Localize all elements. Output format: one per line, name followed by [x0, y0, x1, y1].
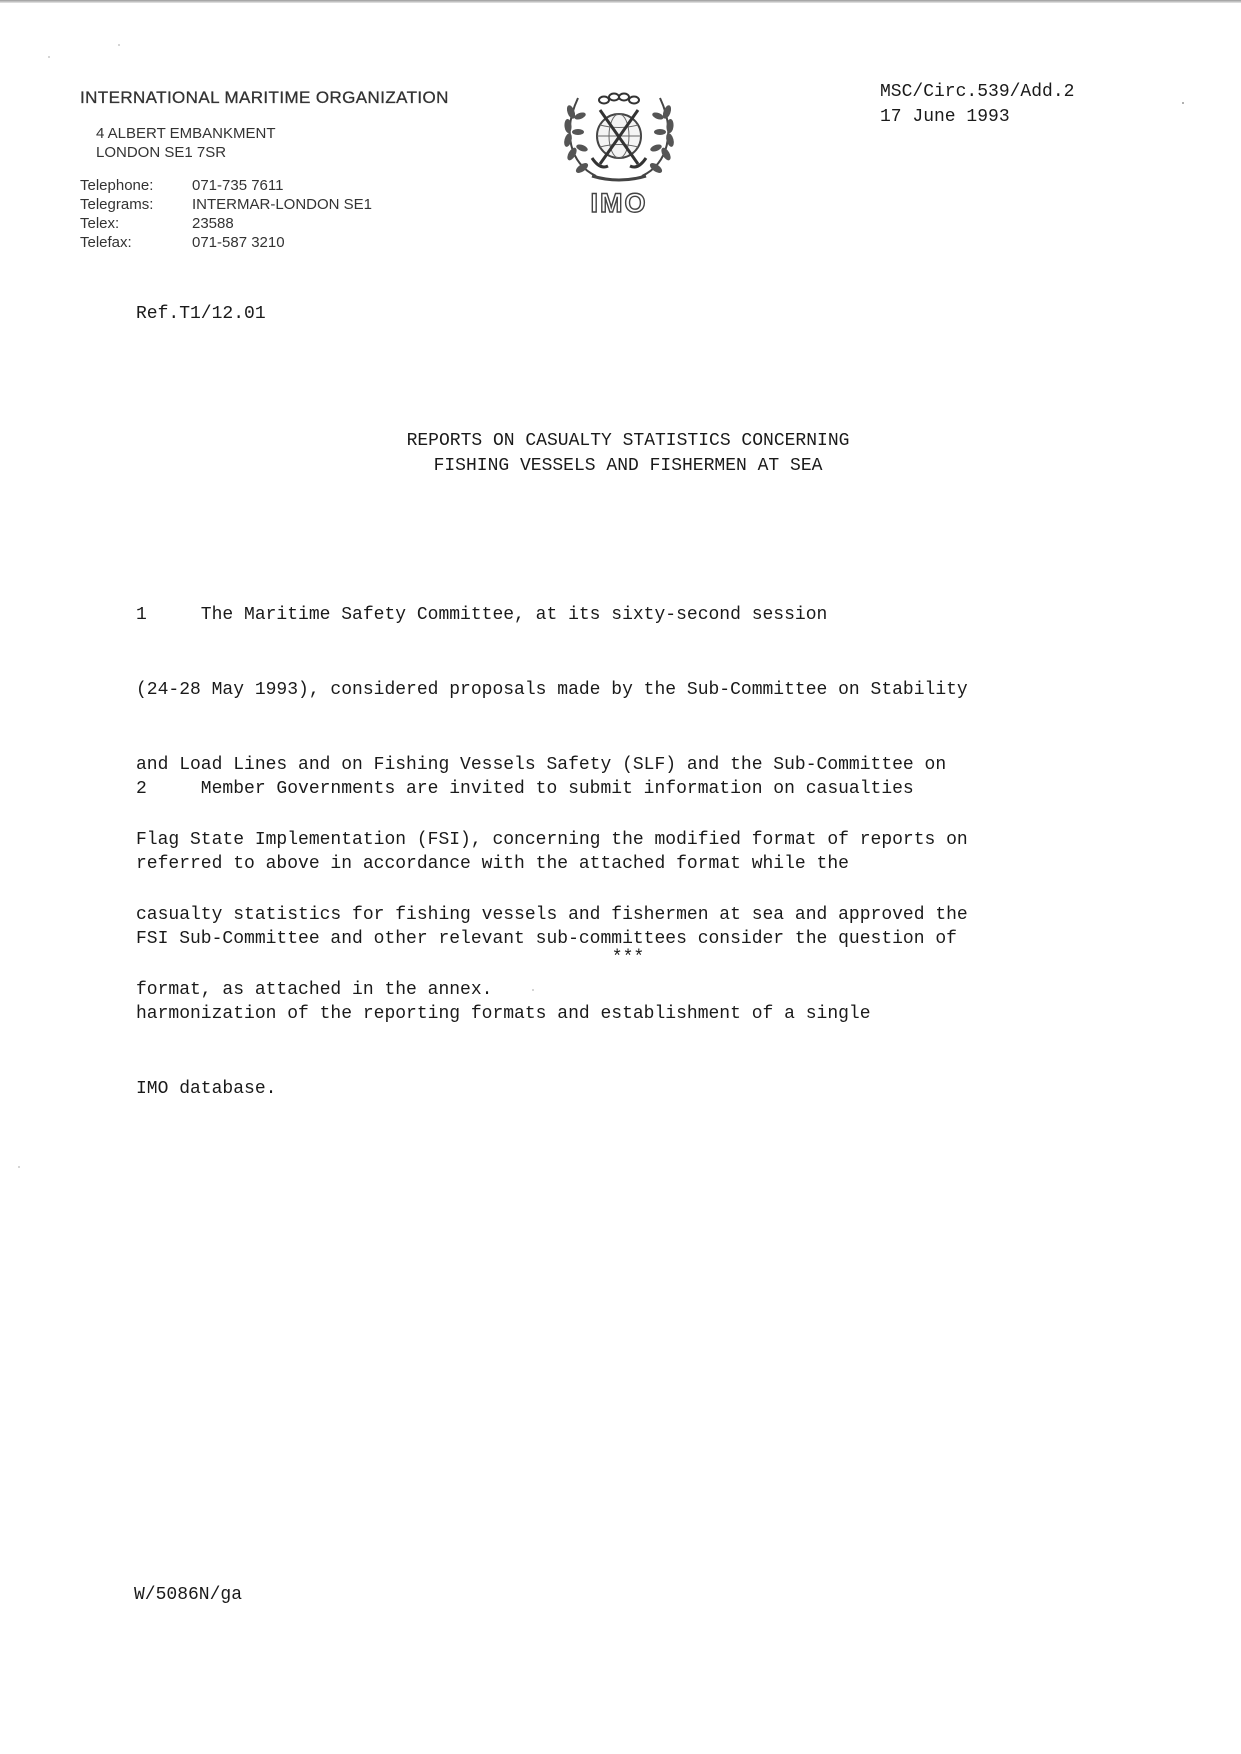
- contact-block: [80, 176, 449, 252]
- org-name: INTERNATIONAL MARITIME ORGANIZATION: [80, 88, 449, 107]
- contact-telephone: [80, 176, 449, 195]
- circular-date: 17 June 1993: [880, 107, 1010, 127]
- contact-value: 071-587 3210: [192, 234, 285, 251]
- letterhead: [80, 88, 449, 252]
- title-line-1: REPORTS ON CASUALTY STATISTICS CONCERNING: [406, 431, 850, 451]
- footer-reference: W/5086N/ga: [134, 1585, 243, 1605]
- circular-number: MSC/Circ.539/Add.2: [880, 82, 1075, 102]
- imo-emblem-icon: [556, 84, 682, 188]
- contact-value: 23588: [192, 215, 234, 232]
- scan-speck: [1182, 102, 1184, 104]
- address-line-1: 4 ALBERT EMBANKMENT: [96, 125, 276, 142]
- paragraph-line: format, as attached in the annex.: [136, 980, 493, 1000]
- paragraph-line: 2 Member Governments are invited to submit information on casualties: [136, 779, 914, 799]
- paragraph-line: and Load Lines and on Fishing Vessels Safety (SLF) and the Sub-Committee on: [136, 755, 947, 775]
- contact-label: Telephone:: [80, 177, 154, 194]
- contact-telefax: [80, 233, 449, 252]
- title-line-2: FISHING VESSELS AND FISHERMEN AT SEA: [433, 456, 823, 476]
- scan-speck: [48, 56, 50, 58]
- imo-logo: [556, 84, 682, 226]
- contact-telegrams: [80, 195, 449, 214]
- contact-label: Telex:: [80, 215, 120, 232]
- scan-edge: [0, 0, 1241, 3]
- paragraph-line: casualty statistics for fishing vessels and fishermen at sea and approved the: [136, 905, 968, 925]
- paragraph-line: harmonization of the reporting formats and establishment of a single: [136, 1004, 871, 1024]
- document-title: [0, 429, 1241, 479]
- paragraph-line: referred to above in accordance with the attached format while the: [136, 854, 849, 874]
- address-line-2: LONDON SE1 7SR: [96, 144, 227, 161]
- paragraph-line: Flag State Implementation (FSI), concerning the modified format of reports on: [136, 830, 968, 850]
- paragraph-line: 1 The Maritime Safety Committee, at its sixty-second session: [136, 605, 828, 625]
- contact-telex: [80, 214, 449, 233]
- scan-speck: [532, 989, 534, 991]
- reference-line: Ref.T1/12.01: [136, 304, 266, 324]
- paragraph-line: IMO database.: [136, 1079, 277, 1099]
- logo-text: IMO: [590, 188, 648, 218]
- contact-value: 071-735 7611: [192, 177, 284, 194]
- paragraph-line: (24-28 May 1993), considered proposals made by the Sub-Committee on Stability: [136, 680, 968, 700]
- scan-speck: [18, 1166, 20, 1168]
- paragraph-2: [136, 727, 1116, 1127]
- section-separator: ***: [611, 948, 645, 968]
- paragraph-line: FSI Sub-Committee and other relevant sub-committees consider the question of: [136, 929, 957, 949]
- contact-label: Telefax:: [80, 234, 132, 251]
- document-reference: [880, 80, 1074, 130]
- contact-label: Telegrams:: [80, 196, 154, 213]
- contact-value: INTERMAR-LONDON SE1: [192, 196, 373, 213]
- scan-speck: [118, 44, 120, 46]
